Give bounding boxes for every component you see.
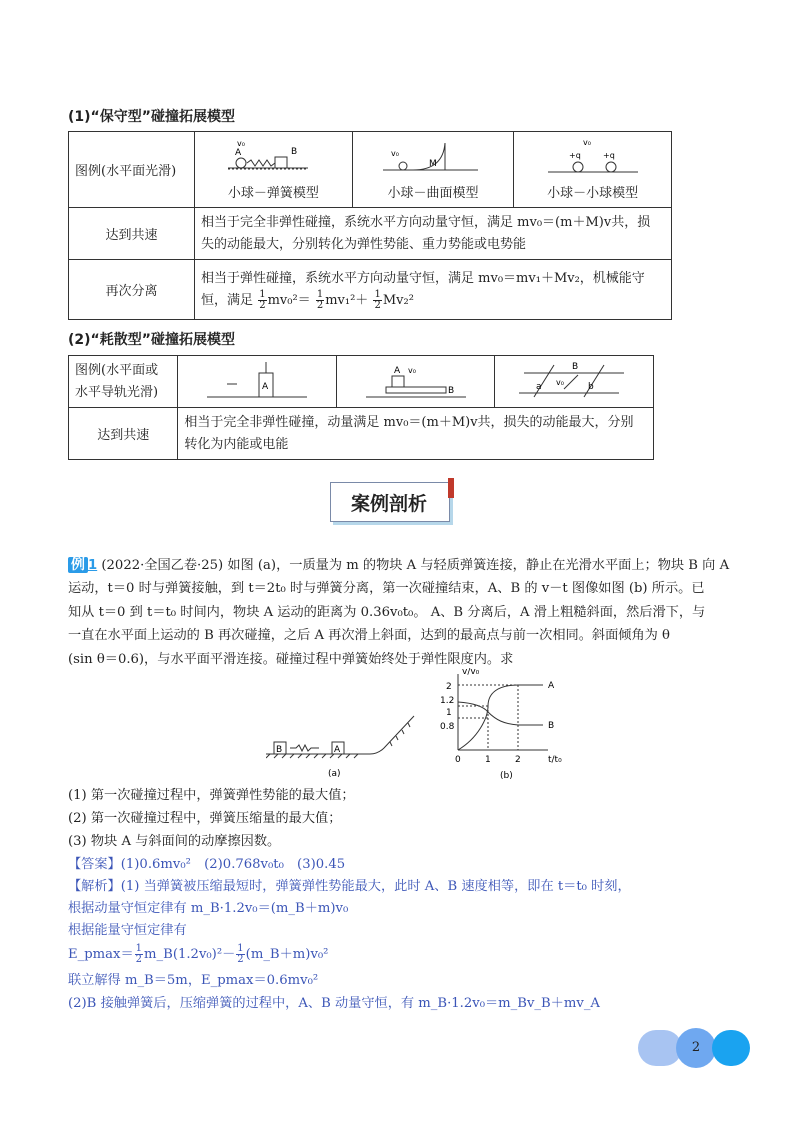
svg-text:(a): (a) [328, 769, 341, 779]
svg-text:v₀: v₀ [582, 138, 591, 147]
y-tick: 2 [446, 682, 452, 692]
example-line-3: 知从 t＝0 到 t＝t₀ 时间内，物块 A 运动的距离为 0.36v₀t₀。 A、B 分离后，A 滑上粗糙斜面，然后滑下，与 [68, 605, 706, 620]
example-badge: 例 [68, 557, 88, 573]
analysis-line-5: (2)B 接触弹簧后，压缩弹簧的过程中，A、B 动量守恒，有 m_B·1.2v₀＝m_Bv_B＋mv_A [68, 996, 600, 1011]
analysis-line-3: 根据能量守恒定律有 [68, 923, 187, 938]
figure-b-vt-chart [438, 668, 568, 782]
bullet-block-figure [197, 359, 317, 401]
block-model-cell [178, 356, 337, 408]
x-tick: 1 [485, 755, 491, 765]
rail-model-cell [495, 356, 654, 408]
x-tick: 2 [515, 755, 521, 765]
common-speed-text: 相当于完全非弹性碰撞，系统水平方向动量守恒，满足 mv₀＝(m＋M)v共，损 失的动能最大，分别转化为弹性势能、重力势能或电势能 [195, 208, 672, 260]
conservative-model-table [68, 131, 672, 320]
slide-model-cell [336, 356, 495, 408]
x-label: t/t₀ [548, 755, 562, 765]
figure-b-caption: (b) [500, 771, 513, 781]
y-tick: 1 [446, 708, 452, 718]
svg-text:A: A [262, 381, 269, 392]
curve-model-cell [352, 132, 514, 208]
svg-text:v₀: v₀ [556, 377, 565, 387]
dissipative-model-table [68, 355, 654, 460]
question-2: (2) 第一次碰撞过程中，弹簧压缩量的最大值； [68, 811, 342, 826]
svg-text:A: A [393, 365, 400, 376]
spring-model-cell [195, 132, 353, 208]
svg-text:A: A [235, 148, 242, 158]
svg-text:B: B [447, 385, 454, 396]
svg-text:+q: +q [602, 151, 615, 160]
banner-text: 案例剖析 [350, 493, 427, 515]
y-label: v/v₀ [462, 668, 480, 677]
rail-figure [514, 359, 634, 401]
analysis-line-2: 根据动量守恒定律有 m_B·1.2v₀＝(m_B＋m)v₀ [68, 901, 349, 916]
analysis-line-1: 【解析】(1) 当弹簧被压缩最短时，弹簧弹性势能最大，此时 A、B 速度相等，即在 t＝t₀ 时刻， [68, 879, 631, 894]
svg-text:+q: +q [568, 151, 581, 160]
curve-model-figure [373, 138, 493, 178]
common-speed-text-2: 相当于完全非弹性碰撞，动量满足 mv₀＝(m＋M)v共，损失的动能最大，分别 转化为内能或电能 [178, 408, 654, 460]
model-ball-caption: 小球－小球模型 [547, 186, 639, 201]
ball-model-figure [533, 138, 653, 178]
svg-text:a: a [536, 381, 542, 392]
x-tick: 0 [455, 755, 461, 765]
question-1: (1) 第一次碰撞过程中，弹簧弹性势能的最大值； [68, 788, 355, 803]
example-line-2: 运动，t＝0 时与弹簧接触，到 t＝2t₀ 时与弹簧分离，第一次碰撞结束，A、B 的 v－t 图像如图 (b) 所示。已 [68, 581, 705, 596]
section2-title: (2)“耗散型”碰撞拓展模型 [68, 332, 235, 348]
svg-text:v₀: v₀ [407, 365, 416, 375]
block-board-figure [356, 359, 476, 401]
legend-label: 图例(水平面光滑) [69, 132, 195, 208]
page-badge-decor-right [712, 1030, 750, 1066]
svg-text:A: A [334, 745, 341, 755]
svg-text:B: B [572, 361, 579, 372]
svg-text:v₀: v₀ [391, 149, 399, 158]
common-speed-label-2: 达到共速 [69, 408, 178, 460]
spring-model-figure [213, 138, 333, 178]
answer-line: 【答案】(1)0.6mv₀² (2)0.768v₀t₀ (3)0.45 [68, 857, 346, 872]
series-a-label: A [548, 681, 555, 691]
svg-text:M: M [429, 159, 437, 169]
y-tick: 1.2 [440, 696, 455, 706]
question-3: (3) 物块 A 与斜面间的动摩擦因数。 [68, 834, 281, 849]
page-number: 2 [676, 1028, 716, 1068]
svg-text:v₀: v₀ [237, 139, 246, 148]
separation-text: 相当于弹性碰撞，系统水平方向动量守恒，满足 mv₀＝mv₁＋Mv₂，机械能守 恒，满足 $\frac{1}{2}$ mv₀²＝ $\frac{1}{2}$ mv₁²＋ $\frac{1}{2}$ Mv₂² [195, 260, 672, 320]
series-b-label: B [548, 721, 555, 731]
example-line-1: 例 1 (2022·全国乙卷·25) 如图 (a)，一质量为 m 的物块 A 与轻质弹簧连接，静止在光滑水平面上；物块 B 向 A [68, 555, 729, 576]
svg-text:B: B [276, 745, 283, 755]
model-spring-caption: 小球－弹簧模型 [227, 186, 319, 201]
common-speed-label: 达到共速 [69, 208, 195, 260]
ball-model-cell [514, 132, 672, 208]
svg-text:B: B [291, 147, 298, 157]
example-line-4: 一直在水平面上运动的 B 再次碰撞，之后 A 再次滑上斜面，达到的最高点与前一次相同。斜面倾角为 θ [68, 628, 670, 643]
series-b-line [458, 702, 543, 725]
section1-title: (1)“保守型”碰撞拓展模型 [68, 109, 235, 125]
legend-label-2: 图例(水平面或 水平导轨光滑) [69, 356, 178, 408]
case-analysis-banner [330, 482, 450, 522]
analysis-energy-equation: E_pmax＝ $\frac{1}{2}$ m_B(1.2v₀)²－ $\frac{1}{2}$ (m_B＋m)v₀² [68, 943, 329, 965]
figure-a [266, 710, 426, 782]
example-line-5: (sin θ＝0.6)，与水平面平滑连接。碰撞过程中弹簧始终处于弹性限度内。求 [68, 652, 514, 667]
svg-text:b: b [588, 381, 594, 392]
analysis-line-4: 联立解得 m_B＝5m，E_pmax＝0.6mv₀² [68, 973, 319, 988]
model-curve-caption: 小球－曲面模型 [387, 186, 479, 201]
y-tick: 0.8 [440, 722, 455, 732]
separation-label: 再次分离 [69, 260, 195, 320]
